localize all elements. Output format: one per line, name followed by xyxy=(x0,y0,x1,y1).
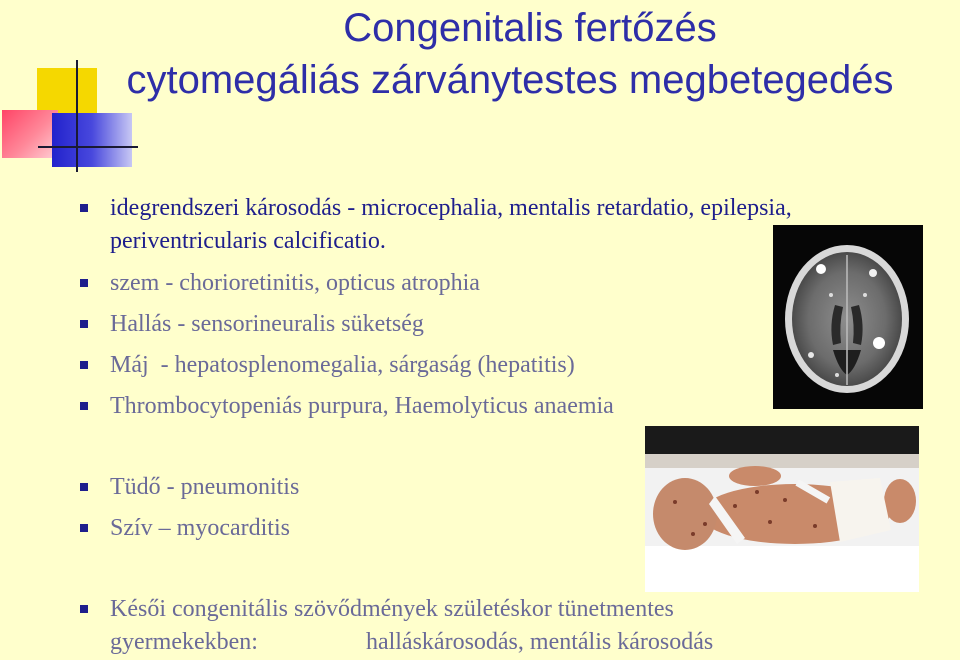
bullet-square-icon xyxy=(80,524,88,532)
slide-title-line-2: cytomegáliás zárványtestes megbetegedés xyxy=(126,58,894,102)
bullet-square-icon xyxy=(80,483,88,491)
bullet-text-line-2b: halláskárosodás, mentális károsodás xyxy=(365,629,714,655)
bullet-square-icon xyxy=(80,605,88,613)
slide-title-line-1: Congenitalis fertőzés xyxy=(343,6,717,50)
bullet-item xyxy=(110,593,713,659)
bullet-text: szem - chorioretinitis, opticus atrophia xyxy=(110,270,480,296)
bullet-item xyxy=(110,390,614,423)
bullet-text-line-1: Késői congenitális szövődmények születéskor tünetmentes xyxy=(110,596,674,622)
bullet-item xyxy=(110,471,299,504)
bullet-item xyxy=(110,349,575,382)
bullet-square-icon xyxy=(80,279,88,287)
bullet-text: Szív – myocarditis xyxy=(110,515,290,541)
bullet-text: Hallás - sensorineuralis süketség xyxy=(110,311,424,337)
bullet-square-icon xyxy=(80,361,88,369)
bullet-text: Thrombocytopeniás purpura, Haemolyticus anaemia xyxy=(110,393,614,419)
bullet-text-line-1: idegrendszeri károsodás - microcephalia, mentalis retardatio, epilepsia, xyxy=(110,195,792,221)
bullet-item xyxy=(110,267,480,300)
bullet-text: Tüdő - pneumonitis xyxy=(110,474,300,500)
bullet-item xyxy=(110,512,290,545)
bullet-square-icon xyxy=(80,204,88,212)
bullet-text: Máj - hepatosplenomegalia, sárgaság (hepatitis) xyxy=(110,352,575,378)
bullet-text-line-2a: gyermekekben: xyxy=(110,629,258,655)
bullet-item xyxy=(110,308,424,341)
bullet-text-line-2 xyxy=(110,626,713,659)
bullet-item xyxy=(110,192,792,258)
bullet-square-icon xyxy=(80,320,88,328)
bullet-text-line-2: periventricularis calcificatio. xyxy=(110,228,386,254)
bullet-square-icon xyxy=(80,402,88,410)
